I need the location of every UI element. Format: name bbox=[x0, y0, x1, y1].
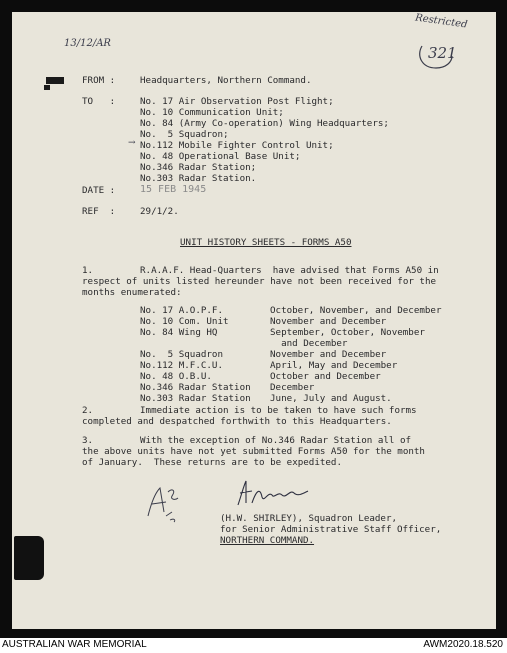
recipient-line: No. 17 Air Observation Post Flight; bbox=[140, 96, 334, 107]
unit-cell: No.112 M.F.C.U. bbox=[140, 360, 223, 371]
unit-cell: No. 84 Wing HQ bbox=[140, 327, 218, 338]
para2-number: 2. bbox=[82, 405, 94, 416]
para1-number: 1. bbox=[82, 265, 94, 276]
circled-reference-icon bbox=[416, 42, 456, 72]
handwritten-file-mark: 13/12/AR bbox=[64, 38, 111, 49]
unit-cell: No.303 Radar Station bbox=[140, 393, 251, 404]
para1-line: R.A.A.F. Head-Quarters have advised that Forms A50 in bbox=[140, 265, 439, 276]
recipient-line: No.346 Radar Station; bbox=[140, 162, 257, 173]
months-cell: December bbox=[270, 382, 315, 393]
signature-mark bbox=[234, 477, 314, 509]
ref-label: REF : bbox=[82, 206, 116, 217]
months-cell: September, October, November bbox=[270, 327, 425, 338]
unit-cell: No.346 Radar Station bbox=[140, 382, 251, 393]
months-cell: November and December bbox=[270, 349, 387, 360]
para1-line: months enumerated: bbox=[82, 287, 182, 298]
recipient-line: No.303 Radar Station. bbox=[140, 173, 257, 184]
recipient-line: No. 84 (Army Co-operation) Wing Headquarters; bbox=[140, 118, 389, 129]
months-cell: November and December bbox=[270, 316, 387, 327]
archive-name: AUSTRALIAN WAR MEMORIAL bbox=[2, 639, 147, 650]
para3-line: the above units have not yet submitted Forms A50 for the month bbox=[82, 446, 425, 457]
document-page bbox=[12, 12, 496, 629]
ref-value: 29/1/2. bbox=[140, 206, 179, 217]
signatory-command: NORTHERN COMMAND. bbox=[220, 535, 315, 546]
archive-footer bbox=[0, 638, 507, 653]
para3-line: of January. These returns are to be expedited. bbox=[82, 457, 342, 468]
para2-line: Immediate action is to be taken to have such forms bbox=[140, 405, 417, 416]
unit-cell: No. 17 A.O.P.F. bbox=[140, 305, 223, 316]
from-label: FROM : bbox=[82, 75, 116, 86]
recipient-line: No. 5 Squadron; bbox=[140, 129, 229, 140]
para2-line: completed and despatched forthwith to this Headquarters. bbox=[82, 416, 392, 427]
subject-heading: UNIT HISTORY SHEETS - FORMS A50 bbox=[180, 237, 352, 248]
tick-mark-icon: → bbox=[128, 138, 136, 148]
date-label: DATE : bbox=[82, 185, 116, 196]
to-label: TO : bbox=[82, 96, 116, 107]
para1-line: respect of units listed hereunder have not been received for the bbox=[82, 276, 437, 287]
archive-reference: AWM2020.18.520 bbox=[423, 639, 503, 650]
handwritten-initials-mark bbox=[142, 482, 186, 526]
signatory-title: for Senior Administrative Staff Officer, bbox=[220, 524, 442, 535]
signatory-name: (H.W. SHIRLEY), Squadron Leader, bbox=[220, 513, 398, 524]
recipient-line: No.112 Mobile Fighter Control Unit; bbox=[140, 140, 334, 151]
unit-cell: No. 5 Squadron bbox=[140, 349, 223, 360]
months-cell: October and December bbox=[270, 371, 381, 382]
recipient-line: No. 48 Operational Base Unit; bbox=[140, 151, 301, 162]
months-cell: April, May and December bbox=[270, 360, 398, 371]
para3-line: With the exception of No.346 Radar Station all of bbox=[140, 435, 412, 446]
months-cell: October, November, and December bbox=[270, 305, 442, 316]
binder-clip bbox=[14, 536, 44, 580]
binder-mark-icon bbox=[42, 74, 76, 92]
unit-cell: No. 10 Com. Unit bbox=[140, 316, 229, 327]
para3-number: 3. bbox=[82, 435, 94, 446]
recipient-line: No. 10 Communication Unit; bbox=[140, 107, 284, 118]
handwritten-restricted-mark: Restricted bbox=[414, 12, 469, 31]
from-value: Headquarters, Northern Command. bbox=[140, 75, 312, 86]
date-stamp: 15 FEB 1945 bbox=[140, 184, 207, 195]
unit-cell: No. 48 O.B.U. bbox=[140, 371, 212, 382]
months-cell: June, July and August. bbox=[270, 393, 392, 404]
months-cell: and December bbox=[270, 338, 348, 349]
handwritten-file-reference: 321 bbox=[428, 44, 457, 62]
